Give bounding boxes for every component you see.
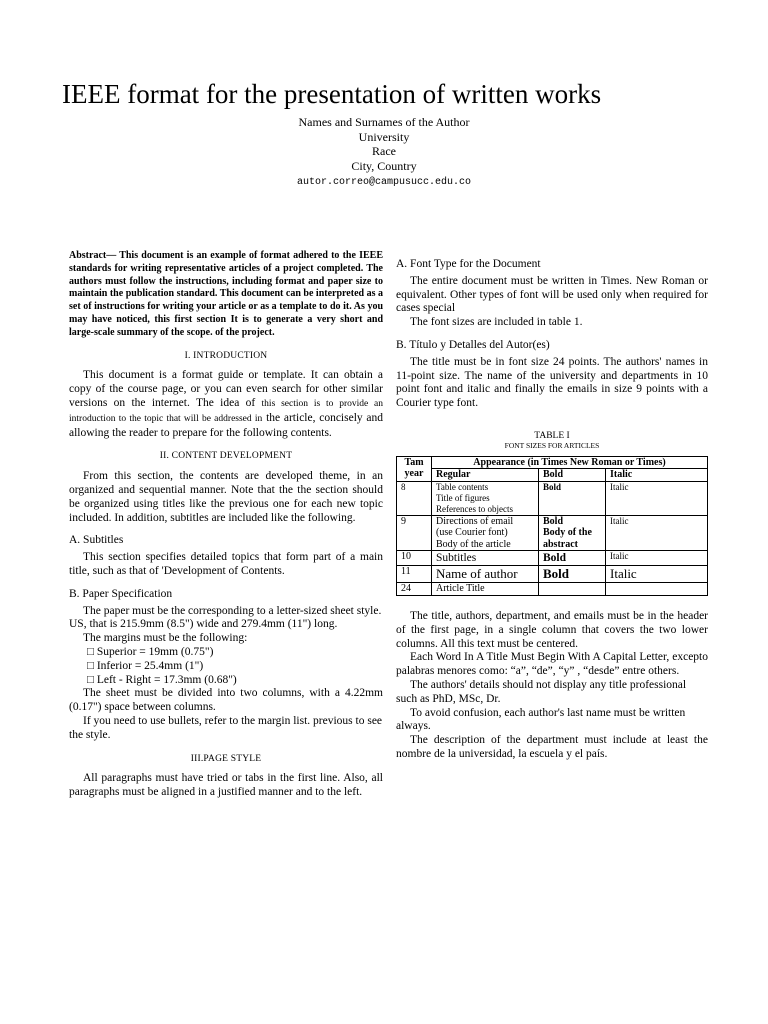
table-row <box>397 566 708 583</box>
bullets-paragraph: If you need to use bullets, refer to the margin list. previous to see the style. <box>69 714 383 741</box>
subsection-heading-subtitles: A. Subtitles <box>69 534 124 547</box>
table-cell: Italic <box>606 551 708 566</box>
table-cell: Bold <box>539 566 606 583</box>
table-cell: Subtitles <box>432 551 539 566</box>
header-rules-paragraph: The title, authors, department, and emails must be in the header of the first page, in a single column that covers the two lower columns. All this text must be centered. <box>396 609 708 650</box>
table-row <box>397 515 708 551</box>
left-column <box>69 250 383 800</box>
section-heading-content-development: II. CONTENT DEVELOPMENT <box>159 451 293 462</box>
font-type-paragraph: The entire document must be written in Times. New Roman or equivalent. Other types of font will be used only when required for cases special <box>396 274 708 315</box>
table-cell <box>606 583 708 596</box>
table-cell: Bold <box>539 551 606 566</box>
capitalization-paragraph: Each Word In A Title Must Begin With A Capital Letter, excepto palabras menores como: “a”, “de”, “y” , “desde” entre others. <box>396 651 708 678</box>
margins-list <box>69 646 383 687</box>
table-row <box>397 469 708 482</box>
table-cell <box>432 481 539 515</box>
cell-line: Body of the abstract <box>543 527 592 550</box>
cell-line: Bold <box>543 515 564 527</box>
intro-paragraph <box>69 369 383 440</box>
content-development-paragraph: From this section, the contents are developed theme, in an organized and sequential manner. Note that the the section should be organized using titles like the previous one for each new topic included. In addition, subtitles are included like the following. <box>69 470 383 524</box>
author-university: University <box>358 129 410 144</box>
table-header-appearance: Appearance (in Times New Roman or Times) <box>432 456 708 469</box>
table-header-regular: Regular <box>432 469 539 482</box>
margins-intro: The margins must be the following: <box>83 632 248 645</box>
font-sizes-reference: The font sizes are included in table 1. <box>410 316 583 329</box>
list-item: □ Inferior = 25.4mm (1") <box>87 659 204 672</box>
last-name-paragraph: To avoid confusion, each author's last name must be written always. <box>396 706 686 733</box>
table-row <box>397 583 708 596</box>
table-row <box>397 481 708 515</box>
cell-line: (use Courier font) <box>436 527 508 539</box>
author-names: Names and Surnames of the Author <box>298 115 470 129</box>
cell-line: Table contents <box>436 481 489 492</box>
table-cell: Name of author <box>432 566 539 583</box>
section-heading-page-style: III.PAGE STYLE <box>190 753 262 764</box>
cell-line: Directions of email <box>436 515 514 527</box>
cell-line: References to objects <box>436 503 513 514</box>
author-email: autor.correo@campusucc.edu.co <box>296 177 472 188</box>
table-cell: Italic <box>606 566 708 583</box>
table-caption: TABLE I <box>534 430 570 441</box>
table-header-italic: Italic <box>606 469 708 482</box>
table-header-size: Tam year <box>397 456 432 481</box>
author-titles-paragraph: The authors' details should not display any title professional such as PhD, MSc, Dr. <box>396 678 687 705</box>
paper-title: IEEE format for the presentation of written works <box>62 79 602 109</box>
table-cell: Italic <box>606 481 708 515</box>
table-cell: 9 <box>397 515 432 551</box>
table-cell: 11 <box>397 566 432 583</box>
list-item: □ Left - Right = 17.3mm (0.68") <box>87 673 237 686</box>
right-column <box>396 258 708 762</box>
page-style-paragraph: All paragraphs must have tried or tabs in the first line. Also, all paragraphs must be aligned in a justified manner and to the left. <box>69 772 383 799</box>
table-subcaption: FONT SIZES FOR ARTICLES <box>504 440 600 450</box>
author-race: Race <box>372 144 396 158</box>
table-cell <box>432 515 539 551</box>
table-cell: Bold <box>539 481 606 515</box>
columns-paragraph: The sheet must be divided into two columns, with a 4.22mm (0.17") space between columns. <box>69 687 383 714</box>
subtitles-paragraph: This section specifies detailed topics that form part of a main title, such as that of 'Development of Contents. <box>69 551 383 577</box>
intro-text: This document is a format guide or template. It can obtain a copy of the course page, or you can even search for other similar versions on the internet. The idea of <box>69 369 383 409</box>
section-heading-introduction: I. INTRODUCTION <box>184 350 268 361</box>
author-block <box>0 115 768 191</box>
intro-text-small: this section is to provide an introduction to the topic that will be addressed in <box>69 398 383 424</box>
table-cell <box>539 515 606 551</box>
subsection-heading-font-type: A. Font Type for the Document <box>396 258 541 270</box>
list-item: □ Superior = 19mm (0.75") <box>87 645 214 658</box>
table-cell: Italic <box>606 515 708 551</box>
table-cell <box>539 583 606 596</box>
table-cell: 24 <box>397 583 432 596</box>
table-header-bold: Bold <box>539 469 606 482</box>
author-city: City, Country <box>351 158 417 173</box>
table-row <box>397 551 708 566</box>
intro-text-end: the article, concisely and allowing the reader to prepare for the following contents. <box>69 411 384 439</box>
table-cell: 10 <box>397 551 432 566</box>
abstract: Abstract— This document is an example of format adhered to the IEEE standards for writing representative articles of a project completed. The authors must follow the instructions, including format and paper size to maintain the publication standard. This document can be interpreted as a set of instructions for writing your article or as a template to do it. As you may have noticed, this first section It is to generate a very short and large-scale summary of the scope. of the project. <box>69 250 383 338</box>
cell-line: Title of figures <box>436 492 490 503</box>
subsection-heading-title-author: B. Título y Detalles del Autor(es) <box>396 338 550 351</box>
font-sizes-table <box>396 456 708 596</box>
table-cell: Article Title <box>432 583 539 596</box>
subsection-heading-paper-spec: B. Paper Specification <box>69 587 173 600</box>
cell-line: Body of the article <box>436 538 511 550</box>
title-author-paragraph: The title must be in font size 24 points. The authors' names in 11-point size. The name of the university and departments in 10 point font and italic and finally the emails in size 9 points with a Courier type font. <box>396 355 708 410</box>
paper-spec-paragraph: The paper must be the corresponding to a letter-sized sheet style. US, that is 215.9mm (8.5") wide and 279.4mm (11") long. <box>69 604 382 631</box>
table-row <box>397 456 708 469</box>
department-paragraph: The description of the department must include at least the nombre de la universidad, la escuela y el país. <box>396 734 708 760</box>
table-cell: 8 <box>397 481 432 515</box>
